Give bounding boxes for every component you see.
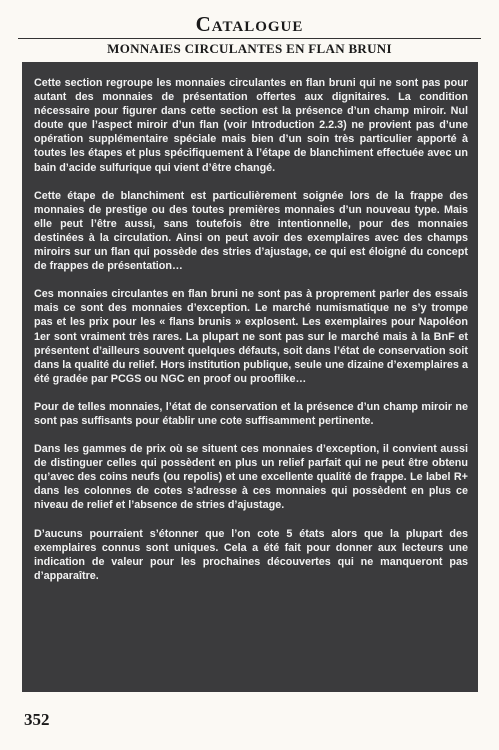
page-header (0, 12, 499, 56)
section-subtitle: MONNAIES CIRCULANTES EN FLAN BRUNI (107, 41, 392, 56)
page-number: 352 (24, 710, 50, 729)
paragraph-3: Ces monnaies circulantes en flan bruni ne sont pas à proprement parler des essais mais ce sont des monnaies d’exception. Le marché numismatique ne s’y trompe pas et les prix pour les « flans brunis » explosent. Les exemplaires pour Napoléon 1er sont vraiment très rares. La plupart ne sont pas sur le marché mais à la BnF et présentent d’ailleurs souvent quelques défauts, soit dans l’état de conservation soit dans la qualité du relief. Hors institution publique, seule une dizaine d’exemplaires a été gradée par PCGS ou NGC en proof ou prooflike… (34, 288, 468, 385)
text-panel (22, 62, 478, 692)
paragraph-4: Pour de telles monnaies, l’état de conservation et la présence d’un champ miroir ne sont pas suffisants pour établir une cote suffisamment pertinente. (34, 400, 468, 427)
paragraph-6: D’aucuns pourraient s’étonner que l’on cote 5 états alors que la plupart des exemplaires connus sont uniques. Cela a été fait pour donner aux lecteurs une indication de valeur pour les prochaines découvertes qui ne manqueront pas d’apparaître. (34, 527, 468, 582)
page-title: Catalogue (195, 12, 304, 36)
header-divider (18, 38, 481, 39)
paragraph-5: Dans les gammes de prix où se situent ces monnaies d’exception, il convient aussi de distinguer celles qui possèdent en plus un relief parfait qui ne peut être obtenu qu’avec des coins neufs (ou repolis) et une excellente qualité de frappe. Le label R+ dans les colonnes de cotes s’adresse à ces monnaies qui possèdent en plus ce niveau de relief et l’absence de stries d’ajustage. (34, 443, 468, 512)
paragraph-1: Cette section regroupe les monnaies circulantes en flan bruni qui ne sont pas pour autant des monnaies de présentation offertes aux dignitaires. La condition nécessaire pour figurer dans cette section est la présence d’un champ miroir. Nul doute que l’aspect miroir d’un flan (voir Introduction 2.2.3) ne provient pas d’une opération supplémentaire spéciale mais bien d’un soin très particulier apporté à toutes les étapes et plus spécifiquement à l’étape de blanchiment effectuée avec un bain d’acide sulfurique qui vient d’être changé. (34, 77, 468, 174)
paragraph-2: Cette étape de blanchiment est particulièrement soignée lors de la frappe des monnaies de prestige ou des toutes premières monnaies d’un nouveau type. Mais elle peut l’être aussi, sans toutefois être intentionnelle, pour des monnaies destinées à la circulation. Ainsi on peut avoir des exemplaires avec des champs miroirs sur un flan qui possède des stries d’ajustage, ce qui est éloigné du concept de frappes de présentation… (34, 189, 468, 273)
